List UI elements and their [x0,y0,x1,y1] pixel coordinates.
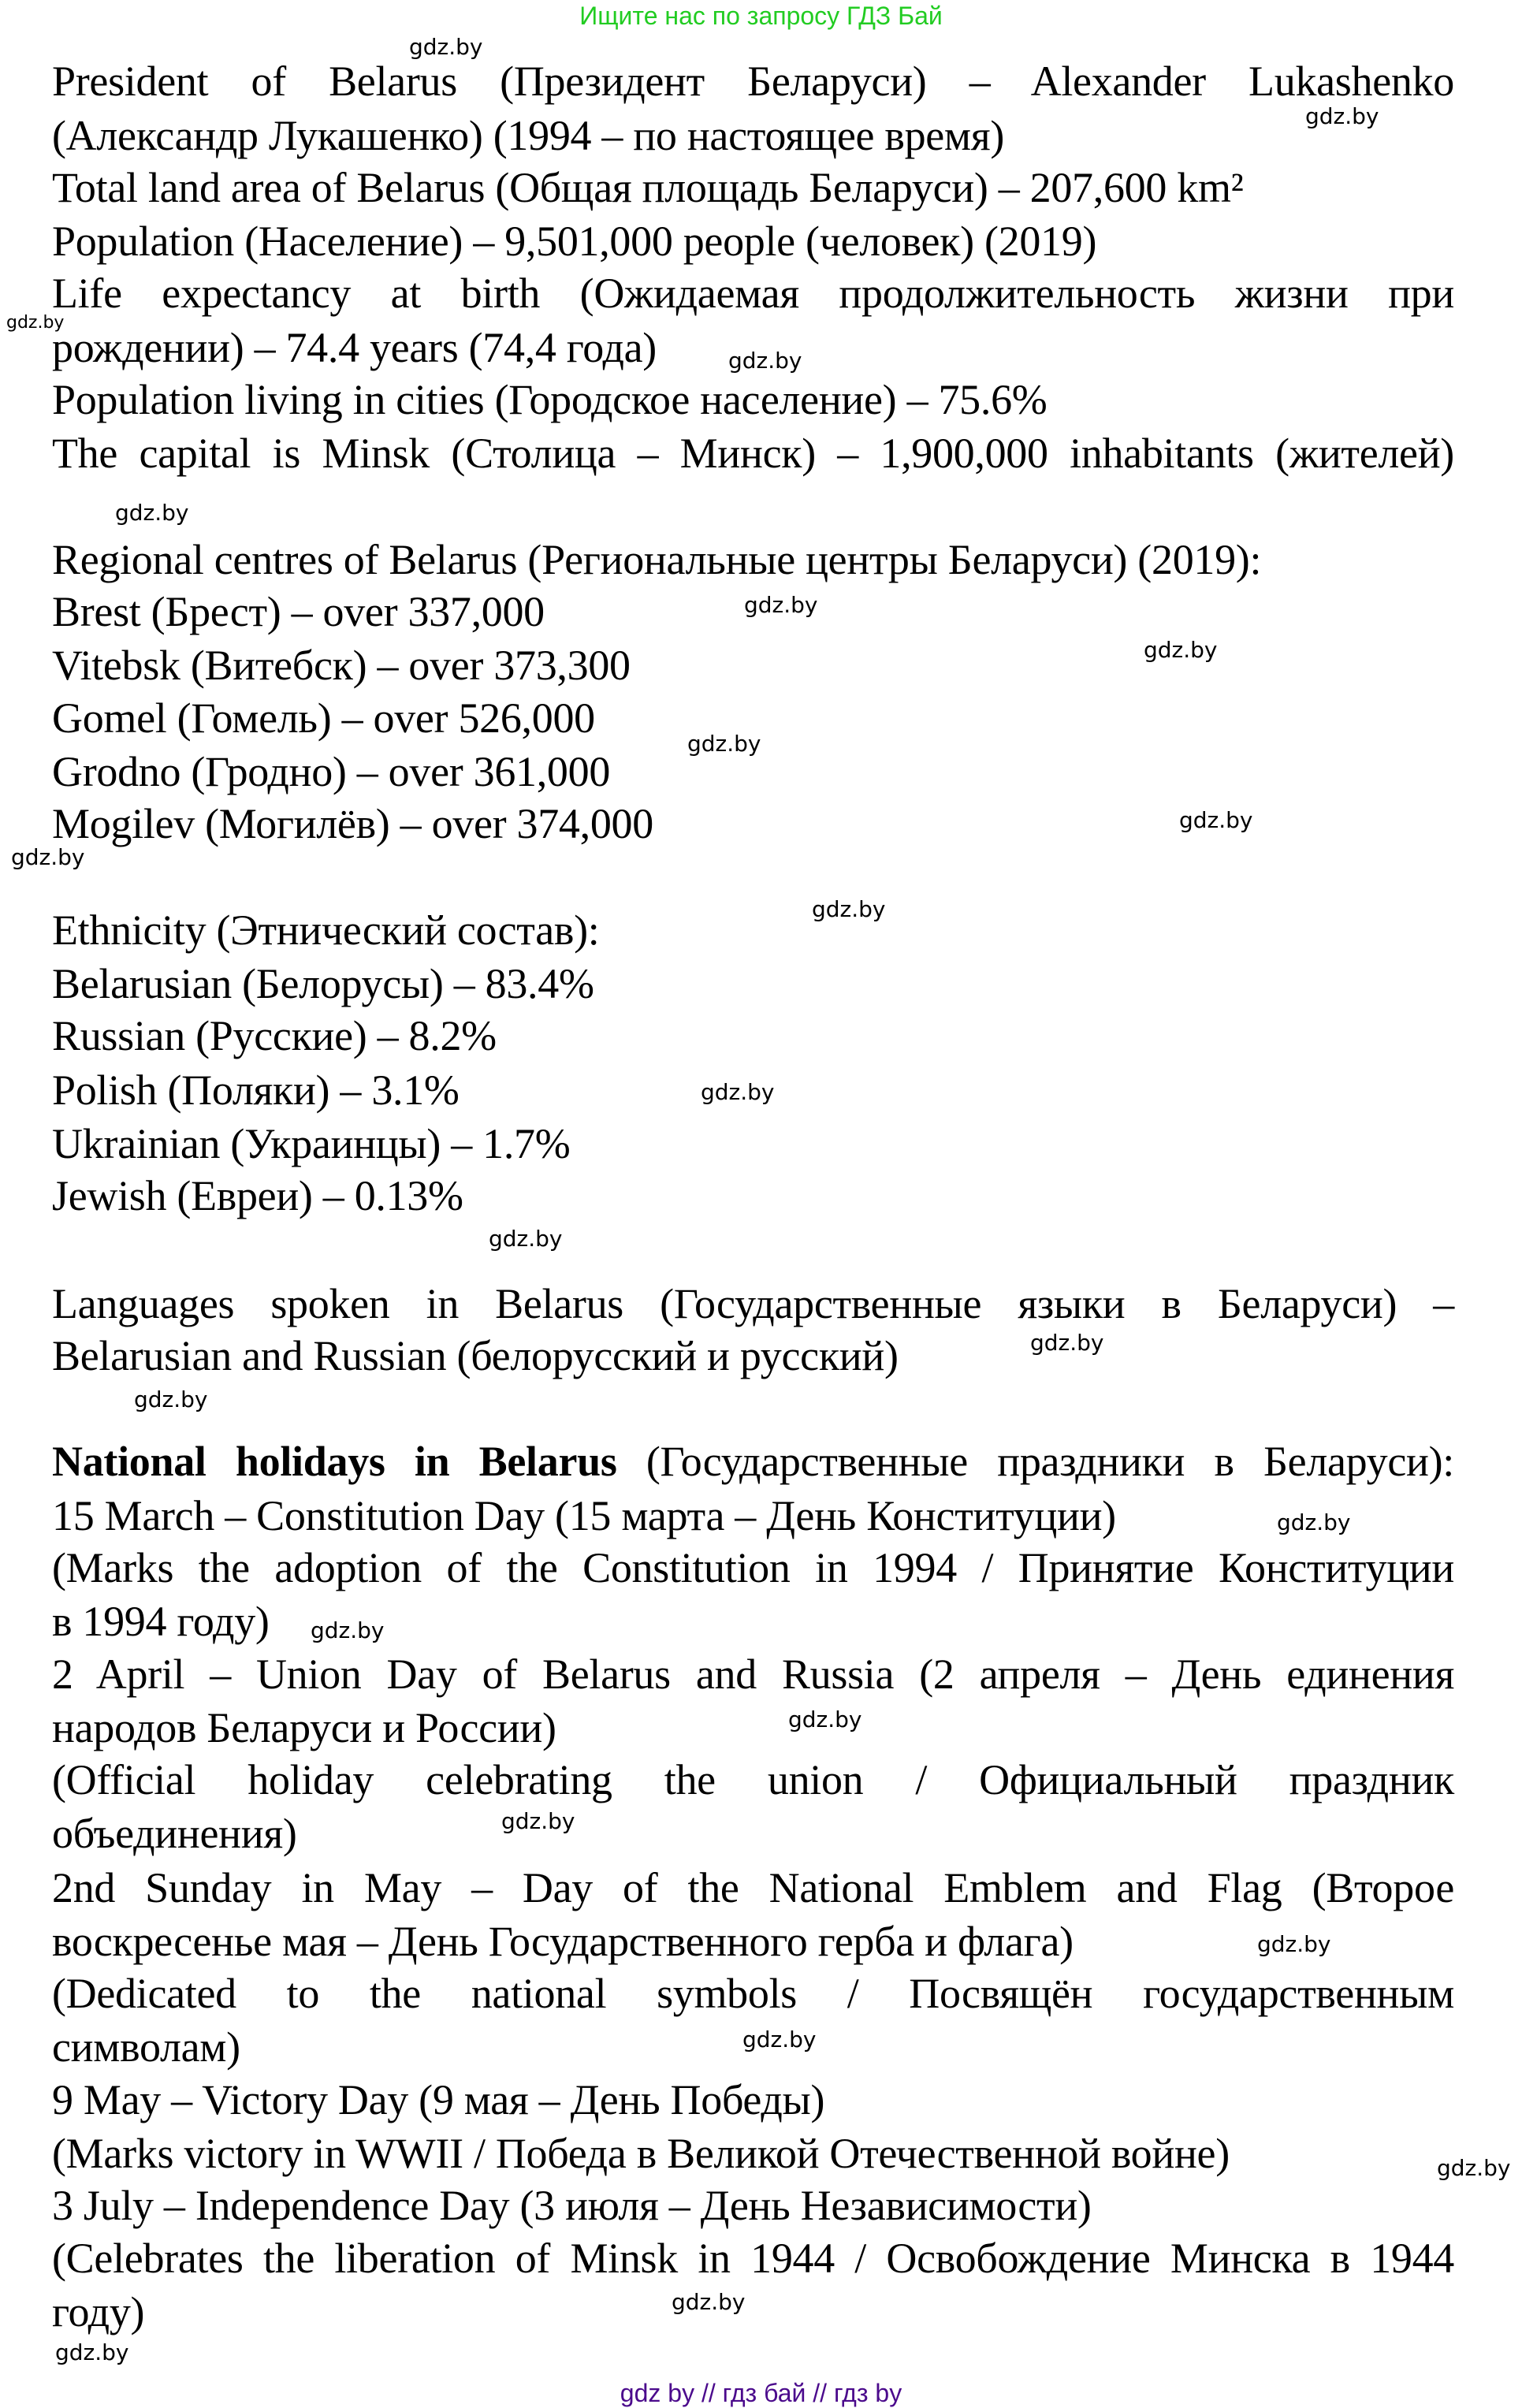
text-line: President of Belarus (Президент Беларуси) – Alexander Lukashenko [52,58,1454,105]
text-line: Belarusian (Белорусы) – 83.4% [52,960,594,1007]
watermark: gdz.by [1277,1509,1351,1535]
text-line: Life expectancy at birth (Ожидаемая продолжительность жизни при [52,270,1454,317]
text-line: Belarusian and Russian (белорусский и русский) [52,1332,899,1379]
watermark: gdz.by [672,2289,746,2315]
text-line: Polish (Поляки) – 3.1% [52,1066,460,1114]
text-line: (Official holiday celebrating the union / Официальный праздник [52,1756,1454,1803]
watermark: gdz.by [788,1706,862,1732]
text-line: 9 May – Victory Day (9 мая – День Победы) [52,2076,825,2123]
watermark: gdz.by [501,1808,575,1834]
watermark: gdz.by [489,1226,563,1252]
watermark: gdz.by [1030,1330,1104,1356]
watermark: gdz.by [728,348,802,374]
text-line: символам) [52,2023,240,2071]
search-banner: Ищите нас по запросу ГДЗ Бай [579,2,943,30]
watermark: gdz.by [812,896,886,922]
watermark: gdz.by [311,1617,385,1643]
text-line: Gomel (Гомель) – over 526,000 [52,694,595,742]
text-line: (Marks the adoption of the Constitution in 1994 / Принятие Конституции [52,1544,1454,1591]
text-line: объединения) [52,1810,297,1857]
holidays-heading-bold: National holidays in Belarus [52,1438,617,1485]
watermark: gdz.by [1437,2155,1511,2181]
text-line: Population living in cities (Городское население) – 75.6% [52,376,1048,423]
text-line: Languages spoken in Belarus (Государственные языки в Беларуси) – [52,1280,1454,1327]
watermark: gdz.by [55,2339,129,2365]
watermark: gdz.by [1257,1931,1331,1957]
text-line: Russian (Русские) – 8.2% [52,1012,497,1059]
text-line: (Dedicated to the national symbols / Посвящён государственным [52,1970,1454,2017]
text-line: 2nd Sunday in May – Day of the National Emblem and Flag (Второе [52,1864,1454,1911]
holidays-heading [52,1435,1454,1488]
text-line: 2 April – Union Day of Belarus and Russia (2 апреля – День единения [52,1651,1454,1698]
text-line: (Celebrates the liberation of Minsk in 1944 / Освобождение Минска в 1944 [52,2235,1454,2282]
watermark: gdz.by [701,1079,775,1105]
text-line: Grodno (Гродно) – over 361,000 [52,748,611,795]
text-line: The capital is Minsk (Столица – Минск) – 1,900,000 inhabitants (жителей) [52,430,1454,477]
text-line: Vitebsk (Витебск) – over 373,300 [52,642,631,689]
watermark: gdz.by [687,731,761,757]
text-line: 15 March – Constitution Day (15 марта – День Конституции) [52,1492,1116,1539]
text-line: Brest (Брест) – over 337,000 [52,588,545,635]
watermark: gdz.by [11,844,85,870]
text-line: 3 July – Independence Day (3 июля – День Независимости) [52,2182,1092,2229]
watermark: gdz.by [115,500,189,526]
text-line: Population (Население) – 9,501,000 people (человек) (2019) [52,218,1097,265]
watermark: gdz.by [742,2027,817,2053]
watermark: gdz.by [744,592,818,618]
watermark: gdz.by [409,34,483,60]
footer-links[interactable]: gdz by // гдз бай // гдз by [620,2379,902,2407]
watermark: gdz.by [134,1386,208,1412]
watermark: gdz.by [1305,103,1379,129]
watermark: gdz.by [1179,807,1253,833]
text-line: рождении) – 74.4 years (74,4 года) [52,324,657,371]
text-line: Ukrainian (Украинцы) – 1.7% [52,1120,571,1167]
text-line: году) [52,2288,145,2335]
text-line: Mogilev (Могилёв) – over 374,000 [52,800,653,847]
holidays-heading-rest: (Государственные праздники в Беларуси): [616,1438,1454,1485]
text-line: Ethnicity (Этнический состав): [52,906,600,954]
text-line: в 1994 году) [52,1598,270,1645]
text-line: (Александр Лукашенко) (1994 – по настоящее время) [52,112,1005,159]
text-line: Total land area of Belarus (Общая площадь Беларуси) – 207,600 km² [52,164,1244,211]
watermark: gdz.by [1144,637,1218,663]
text-line: Regional centres of Belarus (Региональные центры Беларуси) (2019): [52,536,1262,583]
text-line: (Marks victory in WWII / Победа в Великой Отечественной войне) [52,2130,1230,2177]
text-line: воскресенье мая – День Государственного герба и флага) [52,1918,1074,1965]
text-line: народов Беларуси и России) [52,1704,556,1751]
watermark: gdz.by [6,313,65,333]
text-line: Jewish (Евреи) – 0.13% [52,1172,463,1219]
